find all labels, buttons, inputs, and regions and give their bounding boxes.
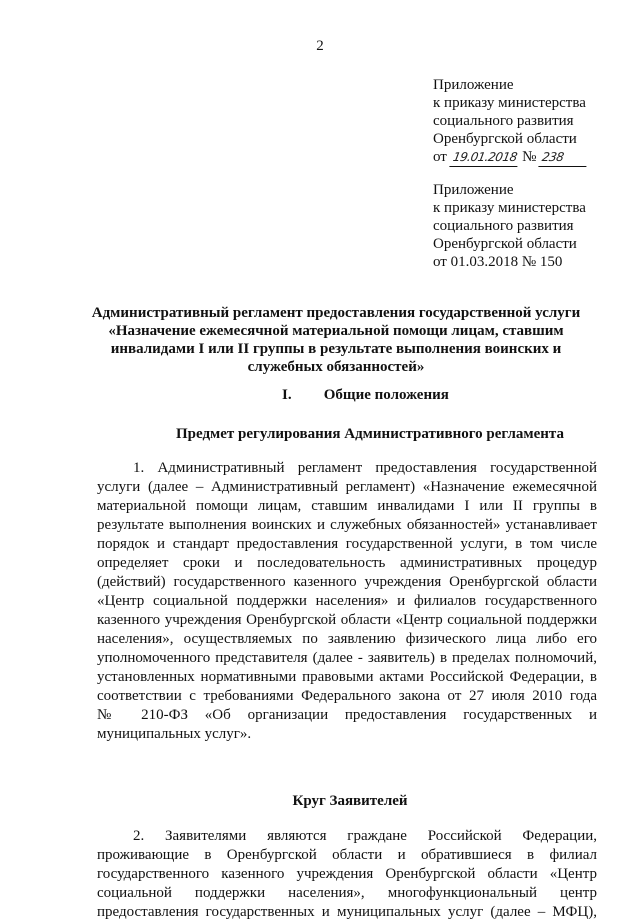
appendix-date-line (433, 148, 623, 167)
section-number: I. (282, 387, 292, 403)
subheading-applicants: Круг Заявителей (292, 793, 408, 809)
title-line: «Назначение ежемесячной материальной помощи лицам, ставшим (108, 323, 564, 339)
paragraph-line: установленных нормативными правовыми актами Российской Федерации, в (97, 669, 597, 685)
section-heading (282, 387, 449, 404)
appendix-block-current (433, 76, 623, 167)
appendix-line: Оренбургской области (433, 236, 577, 252)
title-line: Административный регламент предоставления государственной услуги (91, 305, 581, 321)
paragraph-line: определяет сроки и последовательность административных процедур (97, 555, 597, 571)
appendix-line: Приложение (433, 182, 514, 198)
paragraph-line: муниципальных услуг». (97, 726, 252, 742)
paragraph-line: казенного учреждения Оренбургской области «Центр социальной поддержки (97, 612, 597, 628)
paragraph-line: услуги (далее – Административный регламент) «Назначение ежемесячной (97, 479, 597, 495)
appendix-line: социального развития (433, 113, 574, 129)
subheading-subject: Предмет регулирования Административного регламента (176, 426, 564, 442)
appendix-line: Приложение (433, 77, 514, 93)
appendix-line: к приказу министерства (433, 200, 586, 216)
paragraph-line: населения», осуществляемых по заявлению физического лица либо его (97, 631, 597, 647)
paragraph-line: результате выполнения воинских и служебных обязанностей» устанавливает (97, 517, 597, 533)
title-line: инвалидами I или II группы в результате выполнения воинских и (110, 341, 562, 357)
paragraph-line: материальной помощи лицам, ставшим инвалидами I или II группы в (97, 498, 597, 514)
paragraph-1 (97, 459, 597, 744)
paragraph-line: предоставления государственных и муниципальных услуг (далее – МФЦ), (97, 904, 597, 920)
appendix-line: Оренбургской области (433, 131, 577, 147)
paragraph-line: проживающие в Оренбургской области и обратившиеся в филиал (97, 847, 597, 863)
number-prefix: № (522, 149, 537, 165)
paragraph-line: «Центр социальной поддержки населения» и филиалов государственного (97, 593, 597, 609)
document-title (86, 304, 586, 376)
handwritten-number: 238 (538, 148, 589, 167)
section-title: Общие положения (323, 387, 449, 403)
paragraph-line: уполномоченного представителя (далее - заявитель) в пределах полномочий, (97, 650, 597, 666)
handwritten-date: 19.01.2018 (449, 148, 520, 167)
paragraph-line: (действий) государственного казенного учреждения Оренбургской области (97, 574, 597, 590)
title-line: служебных обязанностей» (247, 359, 425, 375)
page-number: 2 (316, 38, 324, 54)
appendix-block-original (433, 181, 623, 271)
paragraph-line: № 210-ФЗ «Об организации предоставления государственных и (97, 707, 597, 723)
paragraph-line: 1. Административный регламент предоставления государственной (133, 460, 597, 476)
paragraph-line: 2. Заявителями являются граждане Российской Федерации, (133, 828, 597, 844)
appendix-line: от 01.03.2018 № 150 (433, 254, 563, 270)
appendix-line: к приказу министерства (433, 95, 586, 111)
paragraph-line: соответствии с требованиями Федерального закона от 27 июля 2010 года (97, 688, 597, 704)
paragraph-line: государственного казенного учреждения Оренбургской области «Центр (97, 866, 597, 882)
date-prefix: от (433, 149, 447, 165)
paragraph-line: социальной поддержки населения», многофункциональный центр (97, 885, 597, 901)
appendix-line: социального развития (433, 218, 574, 234)
paragraph-2 (97, 827, 597, 922)
paragraph-line: порядок и стандарт предоставления государственной услуги, в том числе (97, 536, 597, 552)
